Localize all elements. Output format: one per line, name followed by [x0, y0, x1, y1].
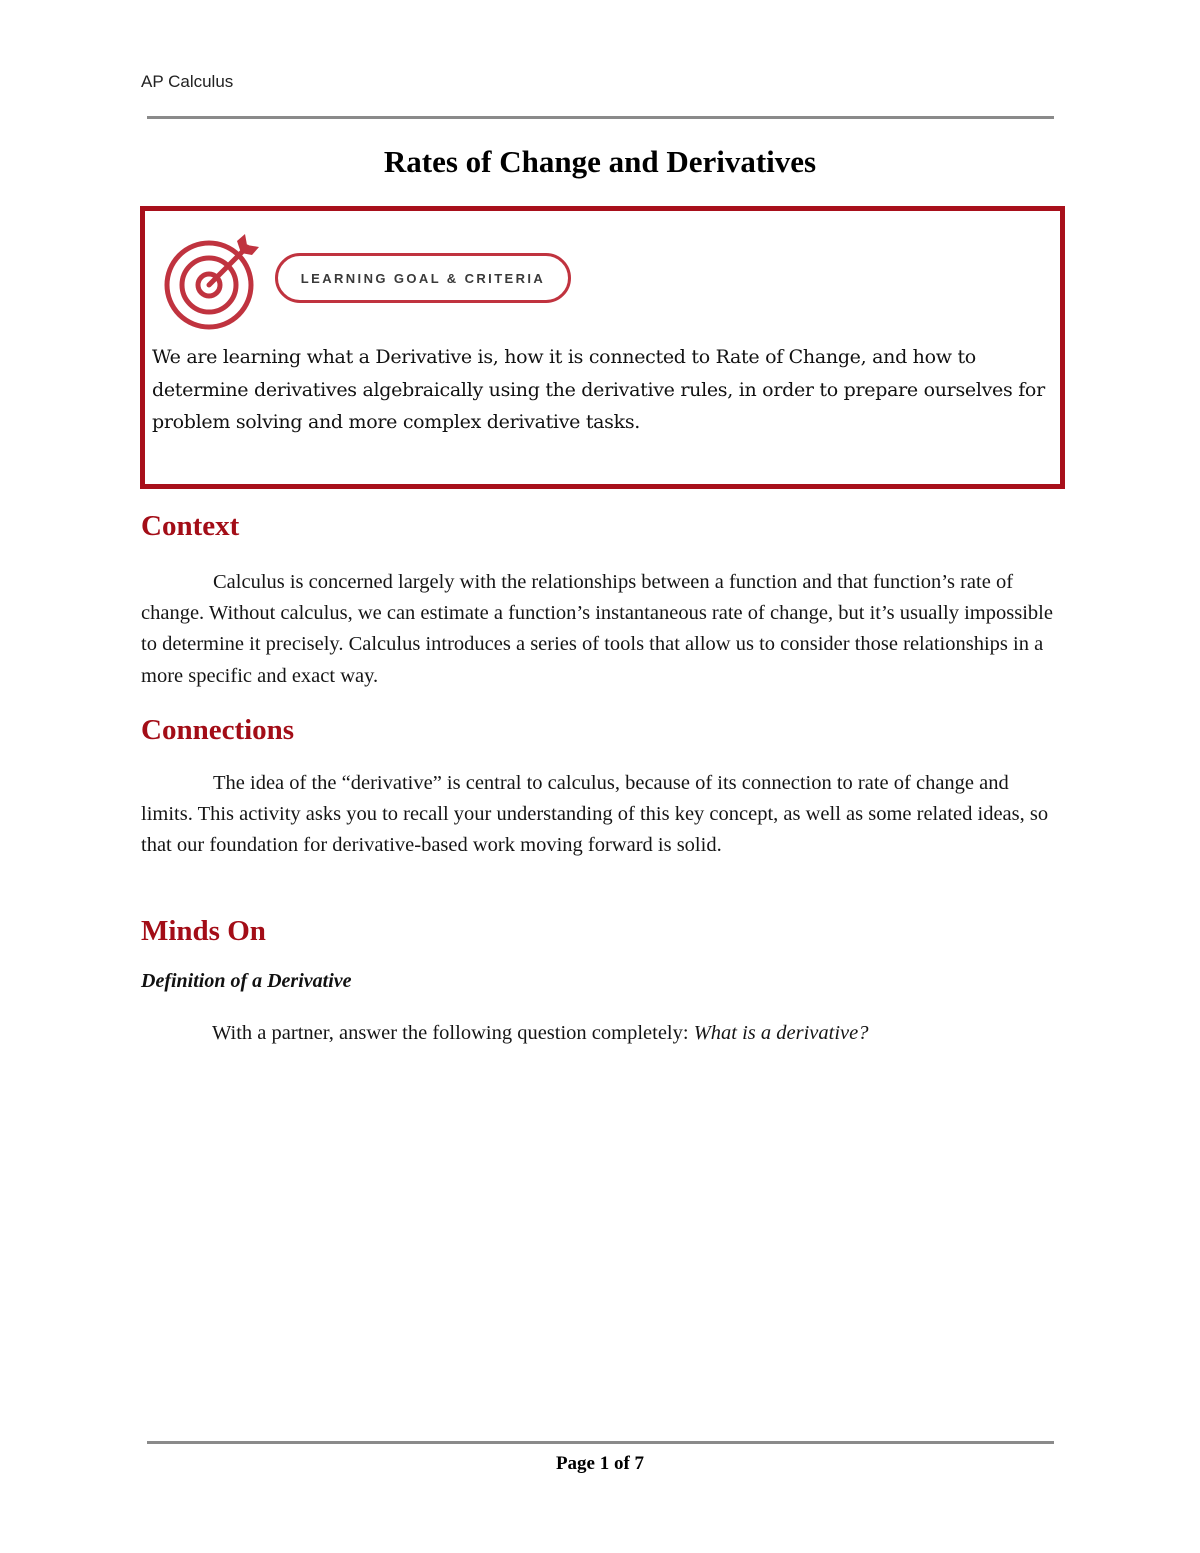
- prompt-text: With a partner, answer the following question completely:: [212, 1022, 694, 1044]
- connections-paragraph: The idea of the “derivative” is central to calculus, because of its connection to rate of change and limits. This activity asks you to recall your understanding of this key concept, as well as some related ideas, so that our foundation for derivative-based work moving forward is solid.: [141, 772, 1049, 857]
- learning-goal-box: [140, 206, 1065, 489]
- context-heading: Context: [141, 510, 240, 542]
- learning-goal-label: LEARNING GOAL & CRITERIA: [275, 253, 571, 303]
- page-number: Page 1 of 7: [555, 1453, 645, 1474]
- definition-subheading: Definition of a Derivative: [141, 970, 352, 992]
- page-title: Rates of Change and Derivatives: [383, 144, 817, 179]
- partner-prompt: [212, 1022, 868, 1045]
- connections-heading: Connections: [141, 714, 295, 746]
- footer-rule: [147, 1441, 1054, 1444]
- learning-goal-text: We are learning what a Derivative is, how it is connected to Rate of Change, and how to determine derivatives algebraically using the derivative rules, in order to prepare ourselves for problem solving and more complex derivative tasks.: [152, 346, 1045, 433]
- prompt-question: What is a derivative?: [693, 1022, 869, 1044]
- minds-on-heading: Minds On: [141, 915, 266, 947]
- header-rule: [147, 116, 1054, 119]
- header-course-title: AP Calculus: [141, 72, 234, 91]
- context-paragraph: Calculus is concerned largely with the relationships between a function and that function’s rate of change. Without calculus, we can estimate a function’s instantaneous rate of change, but it’s usually impossible to determine it precisely. Calculus introduces a series of tools that allow us to consider those relationships in a more specific and exact way.: [141, 571, 1053, 687]
- target-icon: [163, 231, 263, 331]
